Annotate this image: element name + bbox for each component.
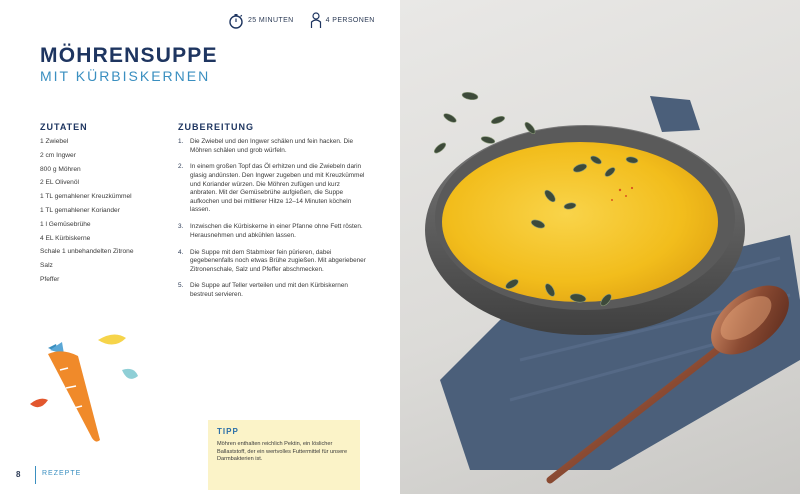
step-item xyxy=(178,138,366,155)
ingredient-item: 4 EL Kürbiskerne xyxy=(40,234,91,242)
ingredient-item: 1 TL gemahlener Koriander xyxy=(40,206,120,214)
step-text: Die Zwiebel und den Ingwer schälen und fein hacken. Die Möhren schälen und grob würfeln. xyxy=(190,138,354,154)
step-text: Die Suppe auf Teller verteilen und mit den Kürbiskernen bestreut servieren. xyxy=(190,282,348,299)
step-text: In einem großen Topf das Öl erhitzen und die Zwiebeln darin glasig andünsten. Den Ingwer zugeben und mit Kreuzkümmel und Koriander würzen. Die Möhren zufügen und kurz anbraten. Mit der Gemüsebrühe aufgießen, die Suppe aufkochen und bei mittlerer Hitze 12–14 Minuten köcheln lassen. xyxy=(190,163,365,214)
step-item xyxy=(178,249,366,275)
ingredient-item: 1 l Gemüsebrühe xyxy=(40,220,91,228)
person-icon xyxy=(310,12,322,29)
page-number: 8 xyxy=(16,470,21,479)
step-number: 1. xyxy=(178,138,184,145)
step-text: Die Suppe mit dem Stabmixer fein pürieren, dabei gegebenenfalls noch etwas Brühe zugießen. Mit abgeriebener Zitronenschale, Salz und Pfeffer abschmecken. xyxy=(190,248,366,273)
tip-text: Möhren enthalten reichlich Pektin, ein löslicher Ballaststoff, der ein wertvolles Futtermittel für unsere Darmbakterien ist. xyxy=(217,441,348,463)
recipe-meta xyxy=(228,12,375,29)
section-label: REZEPTE xyxy=(42,470,82,477)
tip-box xyxy=(208,420,360,490)
step-number: 5. xyxy=(178,282,184,290)
soup-photo-illustration xyxy=(400,0,800,494)
ingredient-item: 1 Zwiebel xyxy=(40,138,69,145)
step-item xyxy=(178,223,366,240)
carrot-illustration xyxy=(22,330,152,450)
time-label: 25 MINUTEN xyxy=(248,17,294,24)
time-info xyxy=(228,13,294,29)
ingredient-item: 2 cm Ingwer xyxy=(40,151,76,159)
step-number: 3. xyxy=(178,223,184,231)
persons-info xyxy=(310,12,375,29)
step-number: 2. xyxy=(178,163,184,171)
step-item xyxy=(178,282,366,299)
ingredient-item: Pfeffer xyxy=(40,275,60,283)
recipe-subtitle: MIT KÜRBISKERNEN xyxy=(40,68,211,84)
ingredient-item: 2 EL Olivenöl xyxy=(40,179,79,187)
ingredient-item: Schale 1 unbehandelten Zitrone xyxy=(40,248,134,256)
recipe-title: MÖHRENSUPPE xyxy=(40,44,218,67)
leaf-illustration xyxy=(98,334,126,344)
preparation-steps xyxy=(178,138,366,308)
preparation-heading: ZUBEREITUNG xyxy=(178,122,254,132)
tip-heading: TIPP xyxy=(217,427,239,436)
recipe-photo xyxy=(400,0,800,494)
ingredients-heading: ZUTATEN xyxy=(40,122,88,132)
ingredient-item: 800 g Möhren xyxy=(40,165,81,173)
step-text: Inzwischen die Kürbiskerne in einer Pfanne ohne Fett rösten. Herausnehmen und abkühlen lassen. xyxy=(190,223,363,239)
stopwatch-icon xyxy=(228,13,244,29)
persons-label: 4 PERSONEN xyxy=(325,17,375,24)
ingredients-list xyxy=(40,138,170,290)
ingredient-item: 1 TL gemahlener Kreuzkümmel xyxy=(40,193,132,201)
ingredient-item: Salz xyxy=(40,262,53,270)
footer-divider xyxy=(35,466,36,484)
step-item xyxy=(178,163,366,215)
step-number: 4. xyxy=(178,248,184,256)
